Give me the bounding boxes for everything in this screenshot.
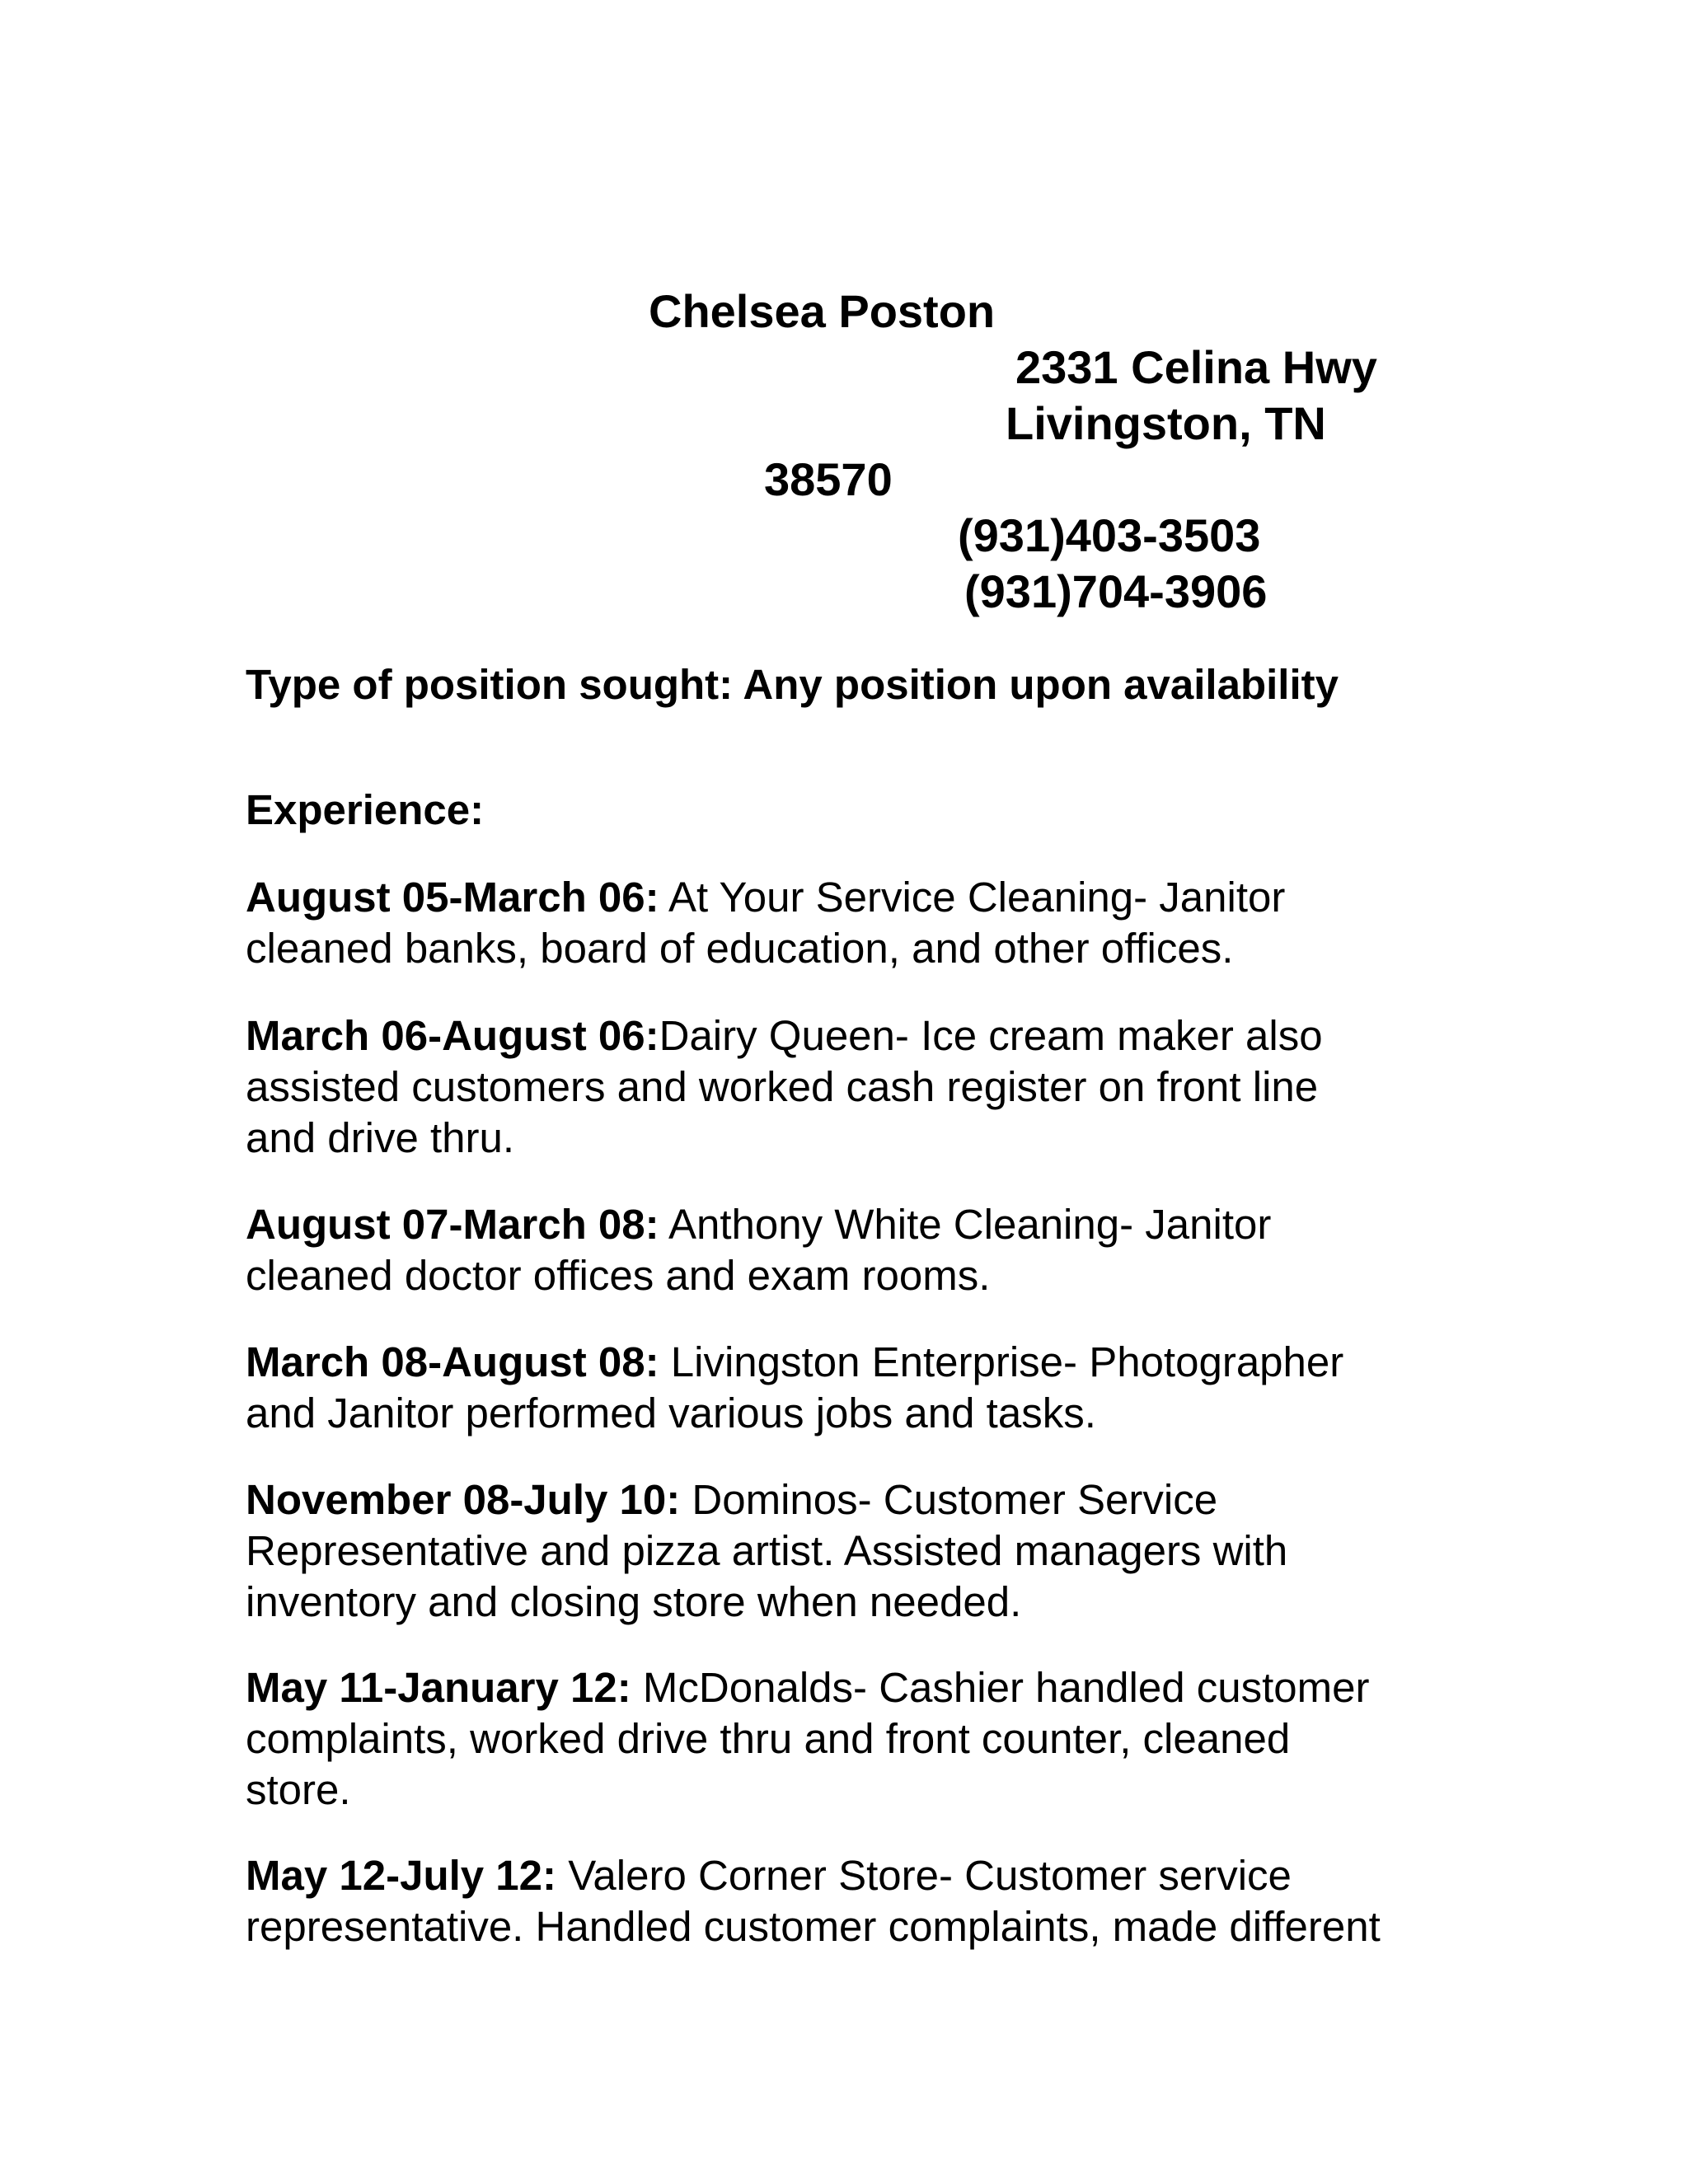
entry-dates: May 11-January 12: <box>246 1664 631 1711</box>
entry-description: and drive thru. <box>246 1114 515 1161</box>
zip-code: 38570 <box>764 453 893 505</box>
entry-dates: May 12-July 12: <box>246 1852 557 1899</box>
entry-description: Representative and pizza artist. Assisted managers with <box>246 1527 1288 1574</box>
entry-description: cleaned banks, board of education, and other offices. <box>246 925 1234 972</box>
experience-entry <box>246 1010 1465 1164</box>
experience-entry <box>246 1199 1465 1301</box>
phone-secondary: (931)704-3906 <box>964 565 1268 617</box>
experience-entry <box>246 1662 1465 1816</box>
experience-entry <box>246 1337 1465 1439</box>
entry-dates: November 08-July 10: <box>246 1476 681 1523</box>
entry-description: representative. Handled customer complaints, made different <box>246 1903 1381 1950</box>
phone-primary: (931)403-3503 <box>958 509 1261 561</box>
entry-description: Valero Corner Store- Customer service <box>556 1852 1292 1899</box>
entry-description: At Your Service Cleaning- Janitor <box>659 874 1286 921</box>
entry-description: and Janitor performed various jobs and tasks. <box>246 1390 1096 1436</box>
entry-description: assisted customers and worked cash register on front line <box>246 1063 1319 1110</box>
entry-description: McDonalds- Cashier handled customer <box>631 1664 1370 1711</box>
entry-description: Dominos- Customer Service <box>680 1476 1218 1523</box>
entry-dates: March 08-August 08: <box>246 1338 659 1385</box>
entry-description: cleaned doctor offices and exam rooms. <box>246 1252 991 1299</box>
entry-description: inventory and closing store when needed. <box>246 1578 1022 1625</box>
applicant-name: Chelsea Poston <box>649 285 996 337</box>
entry-dates: August 05-March 06: <box>246 874 659 921</box>
entry-dates: March 06-August 06: <box>246 1012 659 1059</box>
experience-entry <box>246 1474 1465 1628</box>
entry-description: Dairy Queen- Ice cream maker also <box>659 1012 1323 1059</box>
position-sought: Type of position sought: Any position upon availability <box>246 661 1339 708</box>
experience-heading: Experience: <box>246 786 485 833</box>
street-address: 2331 Celina Hwy <box>1015 341 1377 393</box>
entry-description: store. <box>246 1766 351 1813</box>
experience-entry <box>246 1850 1465 1952</box>
entry-description: Livingston Enterprise- Photographer <box>659 1338 1344 1385</box>
entry-description: Anthony White Cleaning- Janitor <box>659 1201 1272 1248</box>
entry-description: complaints, worked drive thru and front counter, cleaned <box>246 1715 1291 1762</box>
city-state: Livingston, TN <box>1006 397 1326 449</box>
entry-dates: August 07-March 08: <box>246 1201 659 1248</box>
experience-entry <box>246 872 1465 974</box>
